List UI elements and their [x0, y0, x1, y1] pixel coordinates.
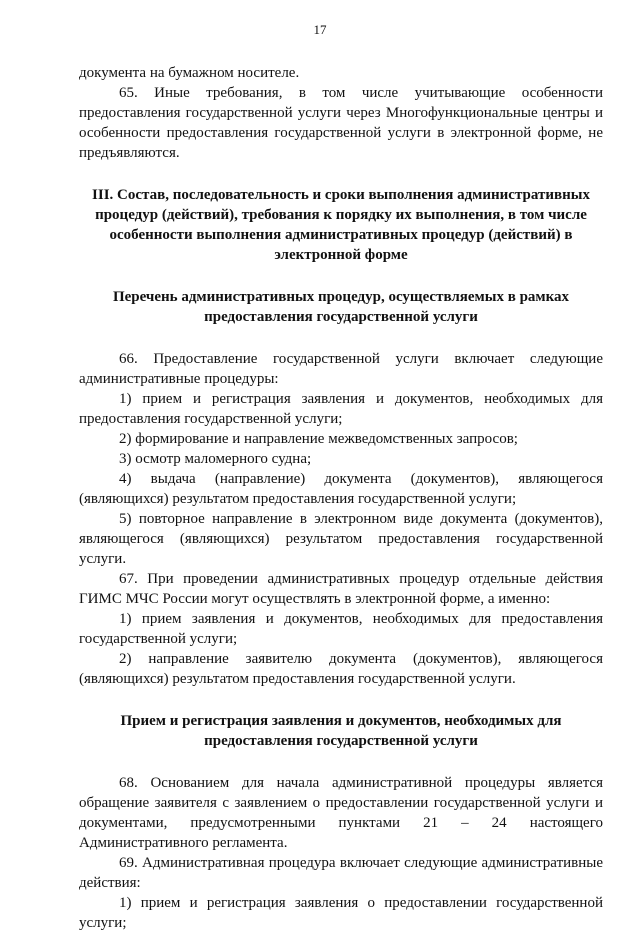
- list-item: 1) прием заявления и документов, необходимых для предоставления государственной услуги;: [79, 611, 603, 647]
- document-body: [79, 63, 603, 933]
- list-item: 2) направление заявителю документа (документов), являющегося (являющихся) результатом предоставления государственной услуги.: [79, 651, 603, 687]
- page-number: 17: [313, 22, 327, 37]
- subsection-heading: Перечень административных процедур, осуществляемых в рамках предоставления государственной услуги: [112, 289, 570, 325]
- paragraph: документа на бумажном носителе.: [79, 65, 300, 81]
- list-item: 1) прием и регистрация заявления о предоставлении государственной услуги;: [79, 895, 603, 931]
- list-item: 4) выдача (направление) документа (документов), являющегося (являющихся) результатом предоставления государственной услуги;: [79, 471, 603, 507]
- paragraph: 69. Административная процедура включает следующие административные действия:: [79, 855, 603, 891]
- list-item: 2) формирование и направление межведомственных запросов;: [119, 431, 518, 447]
- subsection-heading: Прием и регистрация заявления и документов, необходимых для предоставления государственной услуги: [120, 713, 562, 749]
- list-item: 5) повторное направление в электронном виде документа (документов), являющегося (являющихся) результатом предоставления государственной услуги.: [79, 511, 603, 567]
- list-item: 3) осмотр маломерного судна;: [119, 451, 312, 467]
- section-heading: III. Состав, последовательность и сроки выполнения административных процедур (действий), требования к порядку их выполнения, в том числе особенности выполнения административных процедур (действий) в электронной форме: [92, 187, 590, 263]
- paragraph: 68. Основанием для начала административной процедуры является обращение заявителя с заявлением о предоставлении государственной услуги и документами, предусмотренными пунктами 21 – 24 настоящего Административного регламента.: [79, 775, 603, 851]
- list-item: 1) прием и регистрация заявления и документов, необходимых для предоставления государственной услуги;: [79, 391, 603, 427]
- paragraph: 66. Предоставление государственной услуги включает следующие административные процедуры:: [79, 351, 603, 387]
- paragraph: 67. При проведении административных процедур отдельные действия ГИМС МЧС России могут осуществлять в электронной форме, а именно:: [79, 571, 603, 607]
- paragraph: 65. Иные требования, в том числе учитывающие особенности предоставления государственной услуги через Многофункциональные центры и особенности предоставления государственной услуги в электронной форме, не предъявляются.: [79, 85, 603, 161]
